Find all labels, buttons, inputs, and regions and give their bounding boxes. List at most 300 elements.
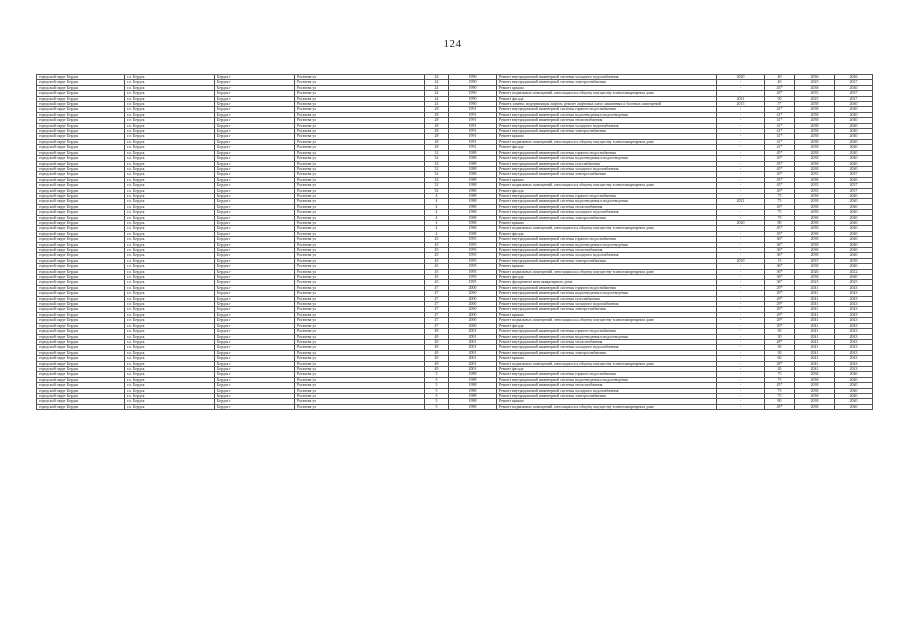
district-cell: г.о. Бердск [125,345,215,350]
last-repair-year-cell: - [717,383,765,388]
street-cell: Рогачева ул [295,112,425,117]
city-cell: Бердск г [215,345,295,350]
district-cell: г.о. Бердск [125,161,215,166]
city-cell: Бердск г [215,258,295,263]
city-cell: Бердск г [215,393,295,398]
city-cell: Бердск г [215,118,295,123]
work-type-cell: Ремонт фасада [497,188,717,193]
last-repair-year-cell: - [717,339,765,344]
city-cell: Бердск г [215,339,295,344]
street-cell: Рогачева ул [295,85,425,90]
plan-end-cell: 2043 [835,350,873,355]
plan-start-cell: 2038 [795,383,835,388]
wear-percent-cell: 36* [765,269,795,274]
work-type-cell: Ремонт внутридомовой инженерной системы холодного водоснабжения [497,123,717,128]
house-cell: 45 [425,253,449,258]
municipality-cell: городской округ Бердск [37,107,125,112]
wear-percent-cell: 29* [765,323,795,328]
district-cell: г.о. Бердск [125,107,215,112]
last-repair-year-cell: - [717,139,765,144]
city-cell: Бердск г [215,388,295,393]
municipality-cell: городской округ Бердск [37,339,125,344]
street-cell: Рогачева ул [295,350,425,355]
wear-percent-cell: 28* [765,339,795,344]
house-cell: 32 [425,177,449,182]
work-type-cell: Ремонт внутридомовой инженерной системы электроснабжения [497,258,717,263]
year-built-cell: 2001 [449,339,497,344]
plan-start-cell: 2038 [795,393,835,398]
year-built-cell: 1988 [449,204,497,209]
house-cell: 49 [425,339,449,344]
last-repair-year-cell: - [717,264,765,269]
last-repair-year-cell: - [717,361,765,366]
city-cell: Бердск г [215,193,295,198]
last-repair-year-cell: - [717,302,765,307]
last-repair-year-cell: - [717,134,765,139]
plan-end-cell: 2040 [835,275,873,280]
district-cell: г.о. Бердск [125,291,215,296]
municipality-cell: городской округ Бердск [37,372,125,377]
plan-start-cell: 2038 [795,388,835,393]
house-cell: 49 [425,345,449,350]
district-cell: г.о. Бердск [125,318,215,323]
work-type-cell: Ремонт крыши [497,264,717,269]
last-repair-year-cell: 2020 [717,75,765,80]
work-type-cell: Ремонт внутридомовой инженерной системы горячего водоснабжения [497,107,717,112]
work-type-cell: Ремонт внутридомовой инженерной системы водоотведения и водоотведения [497,334,717,339]
last-repair-year-cell: - [717,112,765,117]
work-type-cell: Ремонт внутридомовой инженерной системы водоотведения и водоотведения [497,156,717,161]
plan-start-cell: 2041 [795,285,835,290]
wear-percent-cell: 36* [765,264,795,269]
wear-percent-cell: 60 [765,356,795,361]
wear-percent-cell: 75 [765,393,795,398]
municipality-cell: городской округ Бердск [37,85,125,90]
house-cell: 47 [425,312,449,317]
house-cell: 5 [425,388,449,393]
plan-end-cell: 2040 [835,399,873,404]
repair-schedule-table [36,74,873,410]
street-cell: Рогачева ул [295,253,425,258]
year-built-cell: 2001 [449,329,497,334]
plan-start-cell: 2035 [795,183,835,188]
district-cell: г.о. Бердск [125,215,215,220]
municipality-cell: городской округ Бердск [37,177,125,182]
last-repair-year-cell: - [717,366,765,371]
year-built-cell: 1995 [449,253,497,258]
house-cell: 49 [425,356,449,361]
plan-end-cell: 2040 [835,166,873,171]
district-cell: г.о. Бердск [125,253,215,258]
plan-start-cell: 2041 [795,296,835,301]
district-cell: г.о. Бердск [125,166,215,171]
last-repair-year-cell: - [717,129,765,134]
municipality-cell: городской округ Бердск [37,96,125,101]
plan-start-cell: 2038 [795,150,835,155]
street-cell: Рогачева ул [295,264,425,269]
year-built-cell: 1991 [449,112,497,117]
plan-end-cell: 2043 [835,307,873,312]
city-cell: Бердск г [215,312,295,317]
plan-start-cell: 2038 [795,145,835,150]
plan-end-cell: 2040 [835,193,873,198]
year-built-cell: 1995 [449,258,497,263]
district-cell: г.о. Бердск [125,264,215,269]
last-repair-year-cell: 2020 [717,220,765,225]
wear-percent-cell: 30 [765,350,795,355]
district-cell: г.о. Бердск [125,139,215,144]
street-cell: Рогачева ул [295,275,425,280]
district-cell: г.о. Бердск [125,302,215,307]
house-cell: 28 [425,129,449,134]
table-row [37,404,873,409]
year-built-cell: 1988 [449,226,497,231]
plan-end-cell: 2040 [835,404,873,409]
district-cell: г.о. Бердск [125,356,215,361]
district-cell: г.о. Бердск [125,275,215,280]
work-type-cell: Ремонт фасада [497,366,717,371]
municipality-cell: городской округ Бердск [37,291,125,296]
plan-start-cell: 2041 [795,366,835,371]
street-cell: Рогачева ул [295,118,425,123]
year-built-cell: 1991 [449,134,497,139]
city-cell: Бердск г [215,231,295,236]
municipality-cell: городской округ Бердск [37,366,125,371]
street-cell: Рогачева ул [295,404,425,409]
plan-end-cell: 2040 [835,215,873,220]
municipality-cell: городской округ Бердск [37,264,125,269]
work-type-cell: Ремонт внутридомовой инженерной системы теплоснабжения [497,118,717,123]
wear-percent-cell: 5* [765,102,795,107]
work-type-cell: Ремонт внутридомовой инженерной системы холодного водоснабжения [497,75,717,80]
year-built-cell: 1990 [449,80,497,85]
municipality-cell: городской округ Бердск [37,269,125,274]
plan-start-cell: 2038 [795,156,835,161]
district-cell: г.о. Бердск [125,199,215,204]
street-cell: Рогачева ул [295,226,425,231]
work-type-cell: Ремонт крыши [497,177,717,182]
house-cell: 4 [425,193,449,198]
last-repair-year-cell: - [717,312,765,317]
plan-start-cell: 2041 [795,334,835,339]
last-repair-year-cell: - [717,291,765,296]
plan-start-cell: 2038 [795,177,835,182]
municipality-cell: городской округ Бердск [37,318,125,323]
wear-percent-cell: 45* [765,404,795,409]
work-type-cell: Ремонт внутридомовой инженерной системы водоотведения и водоотведения [497,291,717,296]
district-cell: г.о. Бердск [125,172,215,177]
house-cell: 5 [425,399,449,404]
municipality-cell: городской округ Бердск [37,280,125,285]
house-cell: 28 [425,134,449,139]
municipality-cell: городской округ Бердск [37,161,125,166]
year-built-cell: 1988 [449,183,497,188]
street-cell: Рогачева ул [295,366,425,371]
last-repair-year-cell: - [717,393,765,398]
wear-percent-cell: 29* [765,296,795,301]
house-cell: 24 [425,102,449,107]
work-type-cell: Ремонт фасада [497,96,717,101]
district-cell: г.о. Бердск [125,404,215,409]
work-type-cell: Ремонт внутридомовой инженерной системы горячего водоснабжения [497,285,717,290]
wear-percent-cell: 75 [765,377,795,382]
last-repair-year-cell: - [717,172,765,177]
work-type-cell: Ремонт внутридомовой инженерной системы холодного водоснабжения [497,345,717,350]
district-cell: г.о. Бердск [125,399,215,404]
work-type-cell: Ремонт внутридомовой инженерной системы холодного водоснабжения [497,166,717,171]
year-built-cell: 1988 [449,377,497,382]
plan-start-cell: 2041 [795,361,835,366]
district-cell: г.о. Бердск [125,237,215,242]
plan-start-cell: 2037 [795,258,835,263]
wear-percent-cell: 45* [765,156,795,161]
year-built-cell: 1990 [449,96,497,101]
wear-percent-cell: 41* [765,118,795,123]
plan-end-cell: 2040 [835,85,873,90]
house-cell: 5 [425,404,449,409]
street-cell: Рогачева ул [295,102,425,107]
last-repair-year-cell: - [717,296,765,301]
district-cell: г.о. Бердск [125,85,215,90]
house-cell: 47 [425,302,449,307]
year-built-cell: 2000 [449,285,497,290]
city-cell: Бердск г [215,329,295,334]
last-repair-year-cell: - [717,80,765,85]
plan-start-cell: 2041 [795,318,835,323]
city-cell: Бердск г [215,296,295,301]
house-cell: 28 [425,118,449,123]
year-built-cell: 1995 [449,280,497,285]
street-cell: Рогачева ул [295,345,425,350]
last-repair-year-cell: - [717,248,765,253]
plan-start-cell: 2038 [795,139,835,144]
city-cell: Бердск г [215,220,295,225]
municipality-cell: городской округ Бердск [37,237,125,242]
city-cell: Бердск г [215,183,295,188]
wear-percent-cell: 45* [765,166,795,171]
work-type-cell: Ремонт внутридомовой инженерной системы горячего водоснабжения [497,329,717,334]
street-cell: Рогачева ул [295,166,425,171]
house-cell: 24 [425,91,449,96]
city-cell: Бердск г [215,177,295,182]
work-type-cell: Ремонт крыши [497,399,717,404]
street-cell: Рогачева ул [295,393,425,398]
year-built-cell: 1990 [449,91,497,96]
wear-percent-cell: 20 [765,366,795,371]
house-cell: 47 [425,296,449,301]
plan-start-cell: 2041 [795,323,835,328]
municipality-cell: городской округ Бердск [37,275,125,280]
work-type-cell: Ремонт крыши [497,356,717,361]
district-cell: г.о. Бердск [125,296,215,301]
street-cell: Рогачева ул [295,334,425,339]
last-repair-year-cell: - [717,91,765,96]
plan-end-cell: 2043 [835,291,873,296]
plan-start-cell: 2038 [795,193,835,198]
last-repair-year-cell: - [717,231,765,236]
house-cell: 32 [425,183,449,188]
street-cell: Рогачева ул [295,96,425,101]
municipality-cell: городской округ Бердск [37,253,125,258]
work-type-cell: Ремонт внутридомовой инженерной системы газоснабжения [497,296,717,301]
municipality-cell: городской округ Бердск [37,80,125,85]
wear-percent-cell: 75 [765,215,795,220]
wear-percent-cell: 75 [765,372,795,377]
street-cell: Рогачева ул [295,156,425,161]
year-built-cell: 1988 [449,383,497,388]
plan-start-cell: 2038 [795,134,835,139]
municipality-cell: городской округ Бердск [37,345,125,350]
street-cell: Рогачева ул [295,161,425,166]
street-cell: Рогачева ул [295,248,425,253]
district-cell: г.о. Бердск [125,96,215,101]
street-cell: Рогачева ул [295,80,425,85]
plan-end-cell: 2040 [835,204,873,209]
plan-end-cell: 2040 [835,123,873,128]
plan-start-cell: 2038 [795,112,835,117]
plan-end-cell: 2043 [835,334,873,339]
last-repair-year-cell: - [717,242,765,247]
plan-end-cell: 2043 [835,366,873,371]
year-built-cell: 1988 [449,372,497,377]
city-cell: Бердск г [215,226,295,231]
plan-start-cell: 2038 [795,377,835,382]
work-type-cell: Ремонт внутридомовой инженерной системы водоотведения и водоотведения [497,377,717,382]
plan-start-cell: 2041 [795,307,835,312]
wear-percent-cell: 41* [765,123,795,128]
last-repair-year-cell: - [717,156,765,161]
city-cell: Бердск г [215,188,295,193]
house-cell: 45 [425,242,449,247]
work-type-cell: Ремонт подвальных помещений, относящихся к общему имуществу в многоквартирном доме [497,269,717,274]
last-repair-year-cell: - [717,345,765,350]
house-cell: 32 [425,188,449,193]
street-cell: Рогачева ул [295,188,425,193]
district-cell: г.о. Бердск [125,258,215,263]
plan-end-cell: 2040 [835,242,873,247]
city-cell: Бердск г [215,264,295,269]
street-cell: Рогачева ул [295,329,425,334]
wear-percent-cell: 30 [765,345,795,350]
year-built-cell: 1991 [449,118,497,123]
work-type-cell: Ремонт внутридомовой инженерной системы теплоснабжения [497,248,717,253]
municipality-cell: городской округ Бердск [37,404,125,409]
district-cell: г.о. Бердск [125,323,215,328]
house-cell: 4 [425,199,449,204]
wear-percent-cell: 45* [765,188,795,193]
house-cell: 4 [425,226,449,231]
city-cell: Бердск г [215,366,295,371]
city-cell: Бердск г [215,156,295,161]
district-cell: г.о. Бердск [125,339,215,344]
house-cell: 49 [425,361,449,366]
plan-end-cell: 2040 [835,145,873,150]
municipality-cell: городской округ Бердск [37,323,125,328]
wear-percent-cell: 41* [765,112,795,117]
work-type-cell: Ремонт крыши [497,220,717,225]
work-type-cell: Ремонт внутридомовой инженерной системы холодного водоснабжения [497,253,717,258]
district-cell: г.о. Бердск [125,188,215,193]
district-cell: г.о. Бердск [125,285,215,290]
plan-start-cell: 2038 [795,242,835,247]
wear-percent-cell: 41* [765,139,795,144]
municipality-cell: городской округ Бердск [37,307,125,312]
municipality-cell: городской округ Бердск [37,377,125,382]
house-cell: 4 [425,215,449,220]
plan-end-cell: 2043 [835,356,873,361]
year-built-cell: 2001 [449,356,497,361]
municipality-cell: городской округ Бердск [37,226,125,231]
plan-start-cell: 2036 [795,75,835,80]
work-type-cell: Ремонт фасада [497,231,717,236]
house-cell: 5 [425,383,449,388]
plan-start-cell: 2038 [795,237,835,242]
municipality-cell: городской округ Бердск [37,112,125,117]
plan-end-cell: 2040 [835,102,873,107]
district-cell: г.о. Бердск [125,269,215,274]
plan-start-cell: 2035 [795,91,835,96]
year-built-cell: 1988 [449,393,497,398]
street-cell: Рогачева ул [295,199,425,204]
house-cell: 4 [425,231,449,236]
city-cell: Бердск г [215,275,295,280]
district-cell: г.о. Бердск [125,280,215,285]
municipality-cell: городской округ Бердск [37,199,125,204]
plan-end-cell: 2040 [835,118,873,123]
plan-end-cell: 2040 [835,393,873,398]
last-repair-year-cell: 2021 [717,199,765,204]
house-cell: 28 [425,107,449,112]
plan-start-cell: 2041 [795,329,835,334]
wear-percent-cell: 40 [765,75,795,80]
street-cell: Рогачева ул [295,210,425,215]
plan-end-cell: 2040 [835,199,873,204]
year-built-cell: 1995 [449,264,497,269]
municipality-cell: городской округ Бердск [37,356,125,361]
plan-end-cell: 2027 [835,96,873,101]
last-repair-year-cell: - [717,307,765,312]
street-cell: Рогачева ул [295,307,425,312]
last-repair-year-cell: - [717,323,765,328]
municipality-cell: городской округ Бердск [37,139,125,144]
municipality-cell: городской округ Бердск [37,156,125,161]
work-type-cell: Ремонт фасада [497,145,717,150]
street-cell: Рогачева ул [295,388,425,393]
city-cell: Бердск г [215,404,295,409]
district-cell: г.о. Бердск [125,377,215,382]
city-cell: Бердск г [215,291,295,296]
house-cell: 5 [425,372,449,377]
last-repair-year-cell: - [717,118,765,123]
year-built-cell: 1988 [449,161,497,166]
city-cell: Бердск г [215,123,295,128]
street-cell: Рогачева ул [295,91,425,96]
plan-end-cell: 2043 [835,312,873,317]
street-cell: Рогачева ул [295,139,425,144]
street-cell: Рогачева ул [295,356,425,361]
house-cell: 5 [425,377,449,382]
work-type-cell: Ремонт внутридомовой инженерной системы электроснабжения [497,172,717,177]
street-cell: Рогачева ул [295,237,425,242]
city-cell: Бердск г [215,210,295,215]
wear-percent-cell: 41* [765,107,795,112]
wear-percent-cell: 45* [765,204,795,209]
plan-start-cell: 2020 [795,269,835,274]
work-type-cell: Ремонт фундамента многоквартирного дома [497,280,717,285]
work-type-cell: Ремонт подвальных помещений, относящихся к общему имуществу в многоквартирном доме [497,361,717,366]
wear-percent-cell: 28* [765,361,795,366]
plan-end-cell: 2043 [835,339,873,344]
